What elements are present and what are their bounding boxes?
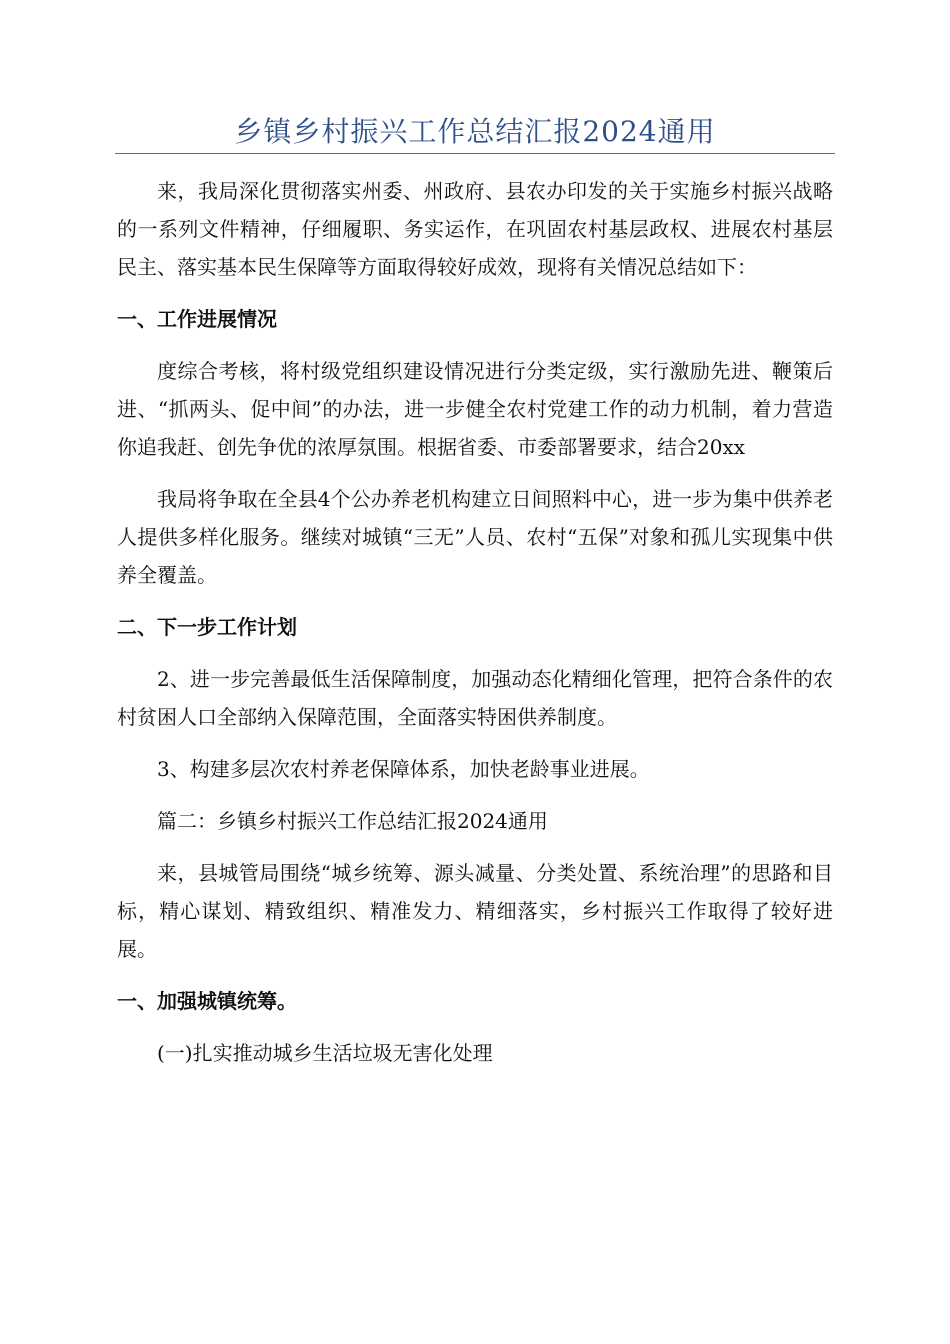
title-underline — [115, 153, 835, 154]
body-paragraph: 度综合考核，将村级党组织建设情况进行分类定级，实行激励先进、鞭策后进、“抓两头、促中间”的办法，进一步健全农村党建工作的动力机制，着力营造你追我赶、创先争优的浓厚氛围。根据省委、市委部署要求，结合20xx — [117, 359, 833, 459]
subsection-item: (一)扎实推动城乡生活垃圾无害化处理 — [157, 1041, 493, 1065]
plan-item-3: 3、构建多层次农村养老保障体系，加快老龄事业进展。 — [157, 757, 650, 781]
document-body — [117, 172, 833, 1086]
part-two-label: 篇二：乡镇乡村振兴工作总结汇报2024通用 — [157, 809, 548, 833]
body-paragraph: 我局将争取在全县4个公办养老机构建立日间照料中心，进一步为集中供养老人提供多样化服务。继续对城镇“三无”人员、农村“五保”对象和孤儿实现集中供养全覆盖。 — [117, 487, 833, 587]
body-paragraph: 来，县城管局围绕“城乡统筹、源头减量、分类处置、系统治理”的思路和目标，精心谋划、精致组织、精准发力、精细落实，乡村振兴工作取得了较好进展。 — [117, 861, 833, 961]
document-title: 乡镇乡村振兴工作总结汇报2024通用 — [234, 115, 716, 148]
section-heading-progress: 一、工作进展情况 — [117, 307, 277, 331]
section-heading-next-plan: 二、下一步工作计划 — [117, 615, 297, 639]
intro-paragraph: 来，我局深化贯彻落实州委、州政府、县农办印发的关于实施乡村振兴战略的一系列文件精神，仔细履职、务实运作，在巩固农村基层政权、进展农村基层民主、落实基本民生保障等方面取得较好成效，现将有关情况总结如下： — [117, 179, 833, 279]
plan-item-2: 2、进一步完善最低生活保障制度，加强动态化精细化管理，把符合条件的农村贫困人口全部纳入保障范围，全面落实特困供养制度。 — [117, 667, 833, 729]
section-heading-urban-coordination: 一、加强城镇统筹。 — [117, 989, 297, 1013]
